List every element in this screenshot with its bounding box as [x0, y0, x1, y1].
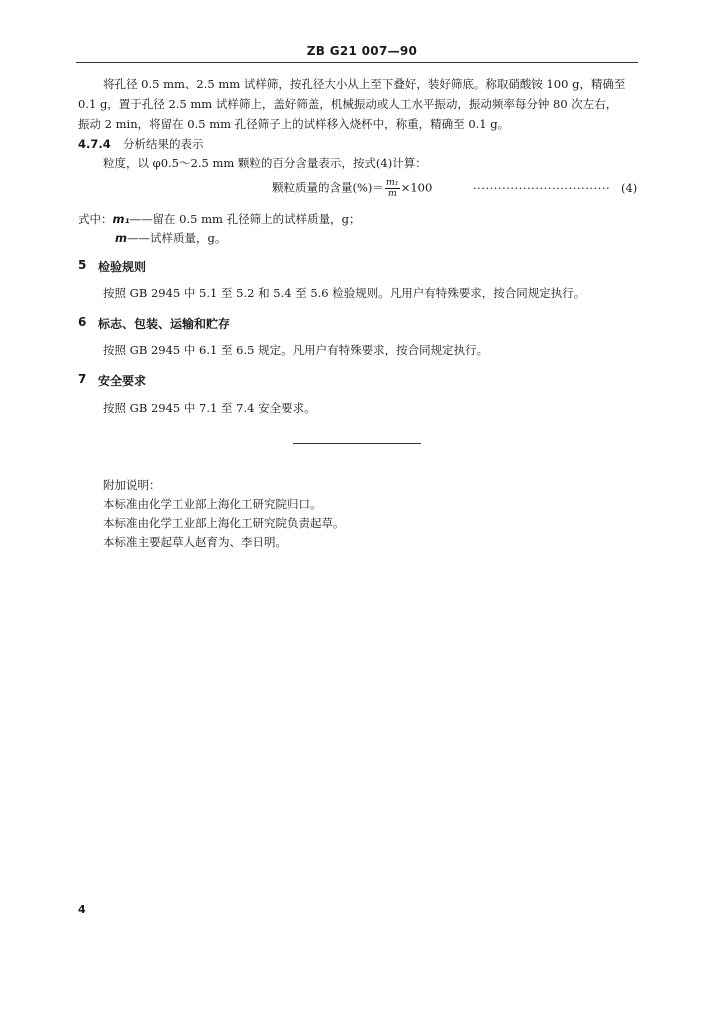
section-5-body: 按照 GB 2945 中 5.1 至 5.2 和 5.4 至 5.6 检验规则。凡用户有特殊要求，按合同规定执行。: [103, 286, 586, 300]
clause-title: 分析结果的表示: [123, 137, 204, 151]
para1-line2: 0.1 g，置于孔径 2.5 mm 试样筛上，盖好筛盖，机械振动或人工水平振动，振动频率每分钟 80 次左右，: [78, 97, 618, 111]
formula-denominator: m: [387, 188, 397, 199]
formula-numerator: m₁: [385, 177, 399, 188]
section-7-number: 7: [78, 372, 87, 386]
where-line2: [115, 231, 226, 246]
formula-leader: ·································: [473, 181, 611, 195]
section-6-body: 按照 GB 2945 中 6.1 至 6.5 规定。凡用户有特殊要求，按合同规定执行。: [103, 343, 489, 357]
para1-line1: 将孔径 0.5 mm、2.5 mm 试样筛，按孔径大小从上至下叠好，装好筛底。称取硝酸铵 100 g，精确至: [103, 77, 626, 91]
formula: [272, 178, 432, 199]
notes-heading: 附加说明：: [103, 478, 161, 492]
page-number: 4: [78, 903, 86, 916]
where-var2: m: [115, 231, 127, 245]
header-rule: [76, 62, 638, 63]
end-rule: [293, 443, 421, 444]
formula-fraction: [385, 178, 400, 199]
section-6-title: 标志、包装、运输和贮存: [98, 317, 231, 331]
header-standard-code: ZB G21 007—90: [306, 44, 418, 58]
section-7-body: 按照 GB 2945 中 7.1 至 7.4 安全要求。: [103, 401, 316, 415]
para1-line3: 振动 2 min，将留在 0.5 mm 孔径筛子上的试样移入烧杯中，称重，精确至 0.1 g。: [78, 117, 510, 131]
formula-equation-number: (4): [621, 181, 638, 195]
where-var1: m₁: [112, 212, 130, 226]
notes-line-1: 本标准由化学工业部上海化工研究院归口。: [103, 497, 322, 511]
clause-text: 粒度，以 φ0.5～2.5 mm 颗粒的百分含量表示，按式(4)计算：: [103, 156, 427, 170]
where-desc2: ——试样质量，g。: [126, 231, 227, 245]
notes-line-3: 本标准主要起草人赵育为、李日明。: [103, 535, 287, 549]
section-6-number: 6: [78, 315, 87, 329]
section-7-title: 安全要求: [98, 374, 147, 388]
where-line1: [78, 212, 360, 227]
section-5-title: 检验规则: [98, 260, 147, 274]
where-intro: 式中：: [78, 212, 113, 226]
where-desc1: ——留在 0.5 mm 孔径筛上的试样质量，g；: [129, 212, 361, 226]
formula-lhs: 颗粒质量的含量(%)＝: [272, 180, 384, 195]
section-5-number: 5: [78, 258, 87, 272]
clause-number: 4.7.4: [78, 137, 111, 151]
notes-line-2: 本标准由化学工业部上海化工研究院负责起草。: [103, 516, 345, 530]
formula-rhs: ×100: [400, 180, 433, 195]
